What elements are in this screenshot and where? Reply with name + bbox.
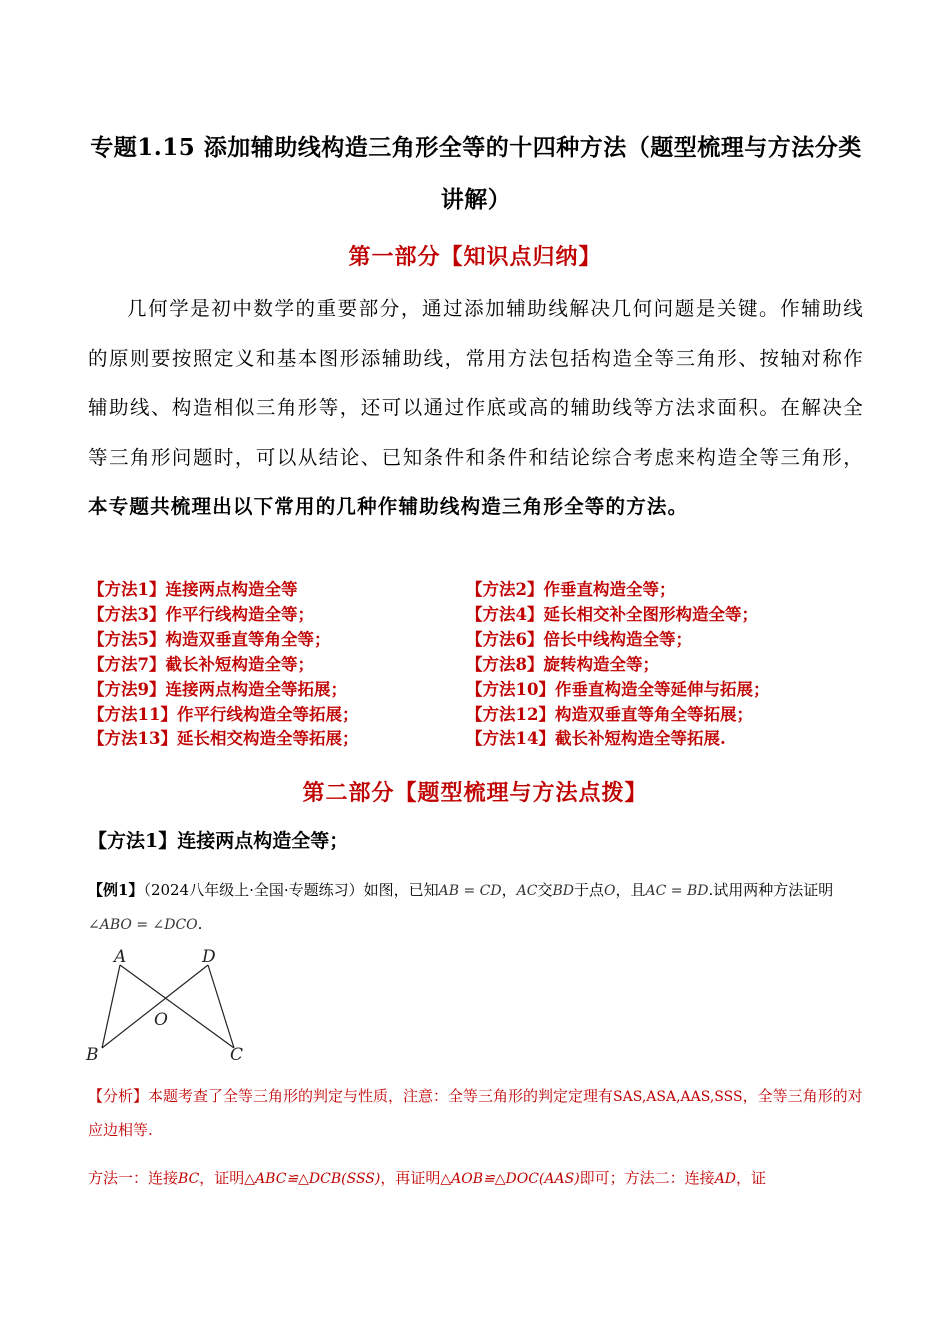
analysis-text: ，全等三角形的对应边相等.	[88, 1087, 863, 1139]
method-item: 【方法4】延长相交补全图形构造全等；	[466, 604, 758, 624]
part1-heading: 第一部分【知识点归纳】	[348, 244, 602, 270]
segment-ac	[120, 965, 234, 1048]
label-a: A	[114, 947, 127, 967]
intro-text: 几何学是初中数学的重要部分，通过添加辅助线解决几何问题是关键。作辅助线的原则要按照定义和基本图形添辅助线，常用方法包括构造全等三角形、按轴对称作辅助线、构造相似三角形等，还可以通过作底或高的辅助线等方法求面积。在解决全等三角形问题时，可以从结论、已知条件和条件和结论综合考虑来构造全等三角形，	[88, 297, 864, 469]
math-theorems: SAS,ASA,AAS,SSS	[613, 1089, 743, 1105]
solution-text: 即可；方法二：连接	[579, 1169, 715, 1187]
example-source: （2024八年级上·全国·专题练习）如图，已知	[143, 881, 439, 899]
example-text: ，且	[615, 881, 646, 899]
method-item: 【方法12】构造双垂直等角全等拓展；	[466, 704, 753, 724]
solution-text: 方法一：连接	[88, 1169, 179, 1187]
math-ac: AC	[516, 883, 538, 899]
math-bd: BD	[552, 883, 574, 899]
segment-dc	[208, 965, 234, 1048]
math-congruence-1: △ABC≌△DCB(SSS)	[244, 1171, 381, 1187]
math-ad: AD	[714, 1171, 737, 1187]
example-tag: 【例1】	[88, 881, 144, 899]
math-congruence-2: △AOB≌△DOC(AAS)	[440, 1171, 580, 1187]
label-d: D	[202, 947, 216, 967]
math-ab-eq-cd: AB = CD	[438, 883, 502, 899]
method-item: 【方法6】倍长中线构造全等；	[466, 629, 692, 649]
methods-list	[88, 578, 864, 752]
example-text: .试用两种方法证明	[708, 881, 834, 899]
intro-bold-text: 本专题共梳理出以下常用的几种作辅助线构造三角形全等的方法。	[88, 495, 689, 518]
method-item: 【方法5】构造双垂直等角全等；	[88, 629, 331, 649]
example-text: 于点	[574, 881, 605, 899]
math-ac-eq-bd: AC = BD	[645, 883, 709, 899]
analysis-paragraph	[88, 1080, 864, 1147]
example-text: ，	[501, 881, 517, 899]
analysis-text: 本题考查了全等三角形的判定与性质，注意：全等三角形的判定定理有	[148, 1087, 614, 1105]
method-item: 【方法7】截长补短构造全等；	[88, 654, 314, 674]
solution-text: ，证	[736, 1169, 767, 1187]
geometry-figure	[84, 945, 264, 1070]
label-b: B	[86, 1045, 99, 1065]
label-c: C	[230, 1045, 244, 1065]
label-o: O	[154, 1010, 168, 1030]
page-title: 专题1.15 添加辅助线构造三角形全等的十四种方法（题型梳理与方法分类讲解）	[90, 134, 862, 213]
math-angle-eq: ∠ABO = ∠DCO	[88, 917, 198, 933]
method-item: 【方法2】作垂直构造全等；	[466, 580, 676, 599]
part2-heading: 第二部分【题型梳理与方法点拨】	[302, 780, 648, 806]
solution-methods-line	[88, 1162, 864, 1196]
math-bc: BC	[178, 1171, 200, 1187]
method-item: 【方法3】作平行线构造全等；	[88, 604, 314, 624]
example-text: 交	[537, 881, 553, 899]
method-item: 【方法8】旋转构造全等；	[466, 654, 659, 674]
math-o: O	[604, 883, 616, 899]
analysis-tag: 【分析】	[88, 1087, 149, 1105]
method-item: 【方法1】连接两点构造全等	[88, 580, 298, 599]
solution-text: ，再证明	[380, 1169, 441, 1187]
example-text: .	[197, 915, 203, 933]
method-item: 【方法9】连接两点构造全等拓展；	[88, 679, 347, 699]
intro-paragraph	[88, 284, 864, 532]
method-item: 【方法11】作平行线构造全等拓展；	[88, 704, 359, 724]
solution-text: ，证明	[199, 1169, 245, 1187]
method-item: 【方法10】作垂直构造全等延伸与拓展；	[466, 679, 770, 699]
method-item: 【方法13】延长相交构造全等拓展；	[88, 729, 359, 749]
method-item: 【方法14】截长补短构造全等拓展.	[466, 729, 726, 749]
example-1	[88, 874, 864, 942]
method1-heading: 【方法1】连接两点构造全等；	[88, 830, 349, 852]
